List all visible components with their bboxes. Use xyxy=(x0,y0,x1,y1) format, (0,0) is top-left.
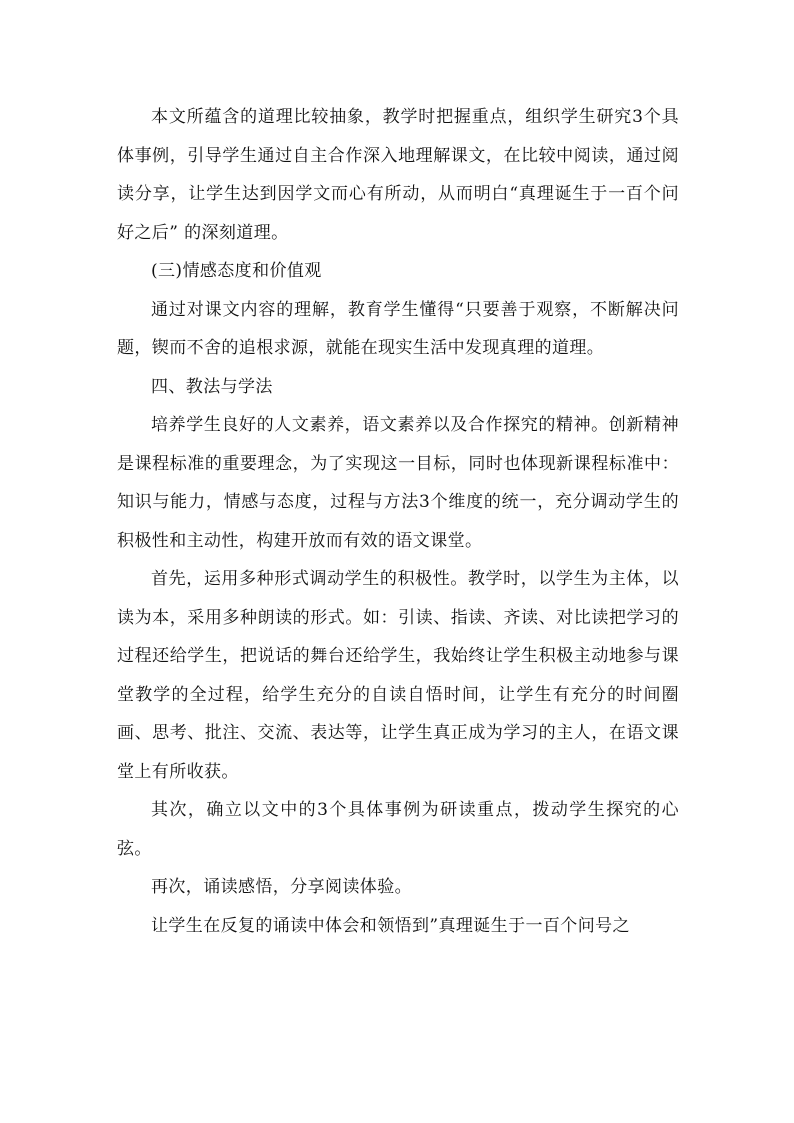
document-body xyxy=(117,98,679,945)
paragraph-second: 其次，确立以文中的3个具体事例为研读重点，拨动学生探究的心弦。 xyxy=(117,800,679,859)
paragraph-third: 再次，诵读感悟，分享阅读体验。 xyxy=(151,877,412,897)
section-heading-emotion-values: (三)情感态度和价值观 xyxy=(151,261,322,281)
paragraph-intro: 本文所蕴含的道理比较抽象，教学时把握重点，组织学生研究3个具体事例，引导学生通过自主合作深入地理解课文，在比较中阅读，通过阅读分享，让学生达到因学文而心有所动，从而明白“真理诞生于一百个问好之后” 的深刻道理。 xyxy=(117,107,679,243)
paragraph-teaching-methods: 培养学生良好的人文素养，语文素养以及合作探究的精神。创新精神是课程标准的重要理念，为了实现这一目标，同时也体现新课程标准中：知识与能力，情感与态度，过程与方法3个维度的统一，充分调动学生的积极性和主动性，构建开放而有效的语文课堂。 xyxy=(117,415,679,551)
paragraph-closing: 让学生在反复的诵读中体会和领悟到”真理诞生于一百个问号之 xyxy=(151,915,630,936)
paragraph-first: 首先，运用多种形式调动学生的积极性。教学时，以学生为主体，以读为本，采用多种朗读的形式。如：引读、指读、齐读、对比读把学习的过程还给学生，把说话的舞台还给学生，我始终让学生积极主动地参与课堂教学的全过程，给学生充分的自读自悟时间，让学生有充分的时间圈画、思考、批注、交流、表达等，让学生真正成为学习的主人，在语文课堂上有所收获。 xyxy=(117,569,679,782)
section-heading-teaching-methods: 四、教法与学法 xyxy=(151,376,273,397)
paragraph-emotion-values: 通过对课文内容的理解，教育学生懂得“只要善于观察，不断解决问题，锲而不舍的追根求源，就能在现实生活中发现真理的道理。 xyxy=(117,299,679,358)
